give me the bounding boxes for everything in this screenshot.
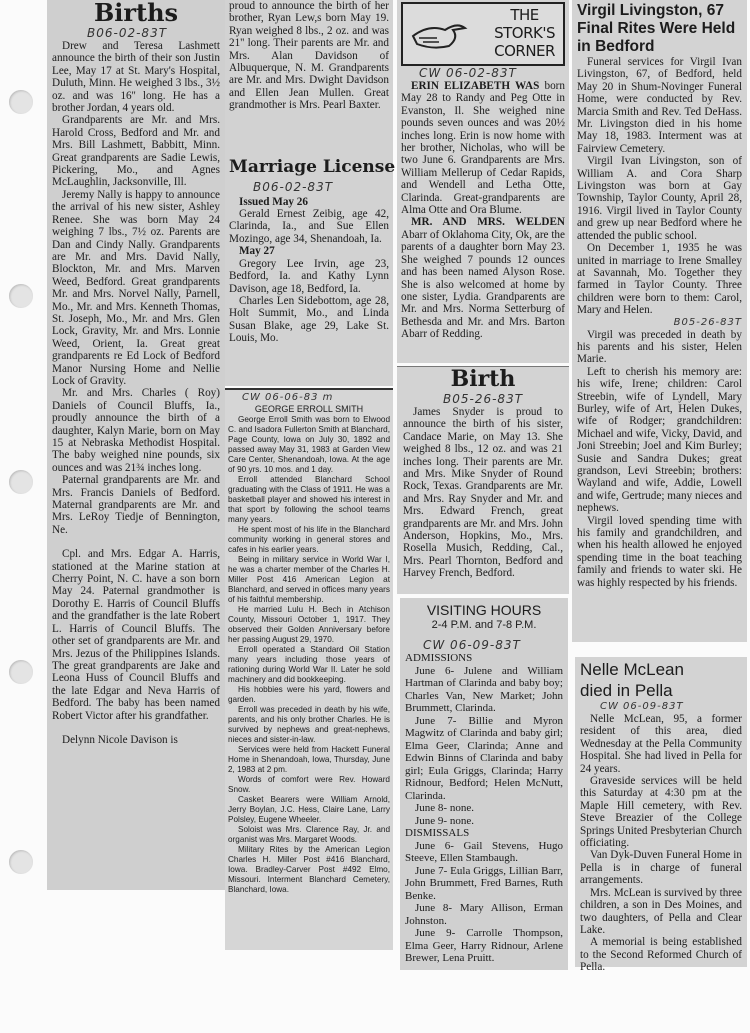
handwritten-date: B06-02-83T — [253, 179, 334, 194]
birth-announcement — [401, 80, 565, 216]
birth-announcement — [401, 216, 565, 340]
handwritten-date: B06-02-83T — [87, 26, 168, 40]
birth-notice: Delynn Nicole Davison is — [62, 733, 178, 746]
obituary-paragraph: Graveside services will be held this Saturday at 4:30 pm at the Maple Hill cemetery, with Rev. Steve Breazier of the College Springs United Presbyterian Church officiating. — [580, 775, 742, 850]
visiting-hours-title: VISITING HOURS — [426, 602, 542, 618]
handwritten-date: CW 06-02-83T — [419, 66, 517, 80]
license-entry: Charles Len Sidebottom, age 28, Holt Summit, Mo., and Linda Susan Blake, age 29, Lake St. Louis, Mo. — [229, 294, 389, 345]
storks-corner-logo — [401, 2, 565, 66]
visiting-hours-clipping — [400, 598, 568, 970]
admissions-heading: ADMISSIONS — [405, 652, 473, 664]
handwritten-date: B05-26-83T — [673, 316, 742, 328]
obituary-paragraph: Left to cherish his memory are: his wife, Irene; children: Carol Streebin, wife of Lyndell, Mary Burley, wife of Art, Helen Dukes, wife of Rodger; grandchildren: Michael and wife, Vicky, David, and Joni Streebin; Joel and Kim Burley; Susie and Sandra Dukes; great grandson, Levi Streebin; brothers: Wayland and wife, Addie, Lowell and wife, Gertrude; many nieces and nephews. — [577, 365, 742, 515]
dismissal-entry: June 6- Gail Stevens, Hugo Steeve, Ellen Stambaugh. — [405, 839, 563, 864]
license-entry: Gregory Lee Irvin, age 23, Bedford, Ia. and Kathy Lynn Davison, age 18, Bedford, Ia. — [229, 257, 389, 295]
birth-announcement: James Snyder is proud to announce the birth of his sister, Candace Marie, on May 13. She weighed 8 lbs., 12 oz. and was 21 inches long. Their parents are Mr. and Mrs. Mike Snyder of Round Rock, Texas. Grandparents are Mr. and Mrs. Ray Snyder and Mr. and Mrs. Edward French, great grandparents are Mr. and Mrs. John Anderson, Hopkins, Mo., Mrs. Rosella Musich, Redding, Cal., Mrs. Pearl Thornton, Bedford and Harvey French, Bedford. — [403, 406, 563, 580]
logo-line: STORK'S — [494, 24, 555, 42]
issued-date: May 27 — [239, 245, 275, 258]
dismissal-entry: June 9- Carrolle Thompson, Elma Geer, Harry Ridnour, Arlene Brewer, Lena Pruitt. — [405, 927, 563, 964]
birth-notice-continued: proud to announce the birth of her brother, Ryan Lew,s born May 19. Ryan weighed 8 lbs., 2 oz. and was 21'' long. Their parents are Mr. and Mrs. Alan Davidson of Albuquerque, N. M. Grandparents are Mr. and Mrs. Dwight Davidson and Ellen Jean Mullen. Great grandmother is Mrs. Pearl Baxter. — [229, 0, 389, 112]
obituary-paragraph: Nelle McLean, 95, a former resident of this area, died Wednesday at the Pella Community Hospital. She had lived in Pella for 24 years. — [580, 713, 742, 775]
storks-corner-clipping — [397, 0, 569, 363]
dismissals-heading: DISMISSALS — [405, 827, 470, 839]
admission-entry: June 9- none. — [415, 814, 474, 827]
obituary-paragraph: Virgil Ivan Livingston, son of William A. and Cora Sharp Livingston was born at Gay Township, Taylor County, April 28, 1916. Virgil lived in Taylor County and grew up near Bedford where he attended the public school. — [577, 155, 742, 242]
logo-line: THE — [510, 6, 539, 24]
obituary-paragraph: Funeral services for Virgil Ivan Livingston, 67, of Bedford, held May 20 in Shum-Novinger Funeral Home, were conducted by Rev. Marcia Smith and Rev. Ted DeHass. Mr. Livingston died in his home May 18, 1983. Interment was at Fairview Cemetery. — [577, 56, 742, 155]
announcement-lead: ERIN ELIZABETH WAS — [411, 80, 540, 92]
birth-clipping — [397, 366, 569, 594]
smith-obituary-clipping — [225, 388, 393, 950]
obituary-title: Virgil Livingston, 67 Final Rites Were Held in Bedford — [577, 2, 736, 55]
obituary-paragraph: Services were held from Hackett Funeral Home in Shenandoah, Iowa, Thursday, June 2, 1983 at 2 pm. — [228, 745, 390, 774]
marriage-license-clipping — [225, 0, 396, 386]
logo-line: CORNER — [494, 42, 555, 60]
announcement-lead: MR. AND MRS. WELDEN — [411, 216, 565, 229]
punch-hole — [9, 90, 33, 114]
birth-notice: Drew and Teresa Lashmett announce the birth of their son Justin Lee, May 17 at St. Mary's Hospital, Duluth, Minn. He weighed 3 lbs., 3½ oz. and was 16'' long. He has a brother Jordan, 4 years old. — [52, 40, 220, 115]
obituary-paragraph: Virgil loved spending time with his family and grandchildren, and when his health allowed he enjoyed spending time in the boat teaching family and friends to water ski. He was highly respected by his friends. — [577, 514, 742, 589]
obituary-paragraph: Being in military service in World War I, he was a charter member of the Charles H. Miller Post 416 American Legion at Blanchard, and served in offices many years of his faithful membership. — [228, 555, 390, 604]
obituary-paragraph: A memorial is being established to the Second Reformed Church of Pella. — [580, 936, 742, 974]
punch-hole — [9, 850, 33, 874]
handwritten-date: CW 06-09-83T — [600, 701, 684, 712]
obituary-paragraph: Van Dyk-Duven Funeral Home in Pella is in charge of funeral arrangements. — [580, 849, 742, 887]
marriage-license-title: Marriage License — [229, 156, 396, 177]
obituary-paragraph: Erroll operated a Standard Oil Station many years including those years of rationing during World War II. Later he sold machinery and did bookkeeping. — [228, 645, 390, 684]
obituary-paragraph: Words of comfort were Rev. Howard Snow. — [228, 775, 390, 794]
livingston-obituary-clipping — [572, 0, 747, 642]
admission-entry: June 6- Julene and William Hartman of Clarinda and baby boy; Charles Van, New Market; John Brummett, Clarinda. — [405, 664, 563, 714]
punch-hole — [9, 470, 33, 494]
obituary-title: GEORGE ERROLL SMITH — [254, 404, 364, 414]
obituary-paragraph: Military Rites by the American Legion Charles H. Miller Post #416 Blanchard, Iowa. Bradley-Carver Post #492 Elmo, Missouri. Interment Blanchard Cemetery, Blanchard, Iowa. — [228, 845, 390, 894]
announcement-text: Abarr of Oklahoma City, Ok, are the parents of a daughter born May 23. She weighed 7 pounds 12 ounces and has been named Alyson Rose. She is also welcomed at home by one sister, Lydia. Grandparents are Mr. and Mrs. Norma Setterburg of Bethesda and Mr. and Mrs. Barton Abarr of Redding. — [401, 228, 565, 341]
issued-date: Issued May 26 — [239, 195, 308, 208]
obituary-paragraph: Casket Bearers were William Arnold, Jerry Boylan, J.C. Hess, Claire Lane, Larry Polsley, Eugene Wheeler. — [228, 795, 390, 824]
obituary-paragraph: On December 1, 1935 he was united in marriage to Irene Smalley at Savannah, Mo. Together they farmed in Taylor County. Three children were born to them: Carol, Mary and Helen. — [577, 242, 742, 317]
births-clipping — [47, 0, 225, 890]
stork-icon — [409, 16, 469, 56]
birth-title: Birth — [450, 366, 516, 392]
punch-hole — [9, 660, 33, 684]
admission-entry: June 7- Billie and Myron Magwitz of Clarinda and baby girl; Elma Geer, Clarinda; Anne and Edwin Binns of Clarinda and baby girl; Eula Griggs, Clarinda; Harry Ridnour, Bedford; Helen McNutt, Clarinda. — [405, 714, 563, 802]
birth-notice: Jeremy Nally is happy to announce the arrival of his new sister, Ashley Renee. She was born May 24 weighing 7 lbs., 7½ oz. Parents are Dan and Cindy Nally. Grandparents are Mr. and Mrs. David Nally, Blockton, Mr. and Mrs. Marven Weed, Bedford. Great grandparents Mr. and Mrs. Norvel Nally, Parnell, Mo., Mr. and Mrs. Kenneth Thomas, St. Joseph, Mo., Mr. and Mrs. Glen Lock, Gravity, Mr. and Mrs. Lonnie Weed, Orient, Ia. Great great grandparents re Ed Lock of Bedford Manor Nursing Home and Nellie Lock of Gravity. — [52, 188, 220, 387]
birth-notice: Mr. and Mrs. Charles ( Roy) Daniels of Council Bluffs, Ia., proudly announce the birth of a daughter, Kalyn Marie, born on May 15 at Nebraska Methodist Hospital. The baby weighed nine pounds, six ounces and was 21¾ inches long. — [52, 387, 220, 474]
obituary-paragraph: George Erroll Smith was born to Elwood C. and Isadora Fullerton Smith at Blanchard, Page County, Iowa on July 30, 1892 and passed away May 31, 1983 at Garden View Care Center, Shenandoah, Iowa. At the age of 90 yrs. 10 mos. and 1 day. — [228, 415, 390, 474]
obituary-paragraph: He spent most of his life in the Blanchard community working in general stores and cafes in his earlier years. — [228, 525, 390, 554]
obituary-paragraph: His hobbies were his yard, flowers and garden. — [228, 685, 390, 704]
birth-notice: Cpl. and Mrs. Edgar A. Harris, stationed at the Marine station at Cherry Point, N. C. have a son born May 24. Paternal grandmother is Dorothy E. Harris of Council Bluffs and the grandfather is the late Robert L. Harris of Council Bluffs. The other set of grandparents are Mr. and Mrs. Jezus of the Philippines Islands. The great grandparents are Jake and Leona Huss of Council Bluffs and the late Edgar and Neva Harris of Bedford. The baby has been named Robert Victor after his grandfather. — [52, 548, 220, 722]
obituary-paragraph: Virgil was preceded in death by his parents and his sister, Helen Marie. — [577, 328, 742, 366]
handwritten-date: CW 06-09-83T — [423, 638, 521, 652]
punch-hole — [9, 284, 33, 308]
obituary-paragraph: He married Lulu H. Bech in Atchison County, Missouri October 1, 1917. They observed their Golden Anniversary before her passing August 29, 1970. — [228, 605, 390, 644]
visiting-hours-times: 2-4 P.M. and 7-8 P.M. — [431, 619, 537, 631]
obituary-title: Nelle McLean died in Pella — [580, 660, 684, 700]
obituary-paragraph: Mrs. McLean is survived by three children, a son in Des Moines, and two daughters, of Pella and Clear Lake. — [580, 886, 742, 936]
handwritten-date: CW 06-06-83 m — [242, 392, 334, 403]
admission-entry: June 8- none. — [415, 802, 474, 814]
announcement-text: born May 28 to Randy and Peg Otte in Evanston, Il. She weighed nine pounds seven ounces and was 20½ inches long. Erin is now home with her brother, Nicholas, who will be two June 6. Grandparents are Mrs. William Mellerup of Cedar Rapids, and Wendell and Letha Otte, Clarinda. Great-grandparents are Alma Otte and Ora Blume. — [401, 80, 565, 217]
obituary-paragraph: Erroll was preceded in death by his wife, parents, and his only brother Charles. He is survived by nephews and great-nephews, nieces and sister-in-law. — [228, 705, 390, 744]
obituary-paragraph: Soloist was Mrs. Clarence Ray, Jr. and organist was Mrs. Margaret Woods. — [228, 825, 390, 844]
mclean-obituary-clipping — [575, 657, 747, 974]
birth-notice: Paternal grandparents are Mr. and Mrs. Francis Daniels of Bedford. Maternal grandparents are Mr. and Mrs. LeRoy Tiedje of Bennington, Ne. — [52, 474, 220, 536]
birth-notice: Grandparents are Mr. and Mrs. Harold Cross, Bedford and Mr. and Mrs. Bill Lashmett, Babbitt, Minn. Great grandparents are Sadie Lewis, Pickering, Mo., and Agnes McLaughlin, Jacksonville, Ill. — [52, 114, 220, 189]
license-entry: Gerald Ernest Zeibig, age 42, Clarinda, Ia., and Sue Ellen Mozingo, age 34, Shenandoah, Ia. — [229, 208, 389, 245]
births-title: Births — [93, 0, 179, 27]
dismissal-entry: June 8- Mary Allison, Erman Johnston. — [405, 902, 563, 927]
dismissal-entry: June 7- Eula Griggs, Lillian Barr, John Brummett, Fred Barnes, Ruth Benke. — [405, 864, 563, 902]
obituary-paragraph: Erroll attended Blanchard School graduating with the Class of 1911. He was a basketball player and showed his interest in that sport by following the school teams many years. — [228, 475, 390, 524]
handwritten-date: B05-26-83T — [443, 392, 524, 406]
